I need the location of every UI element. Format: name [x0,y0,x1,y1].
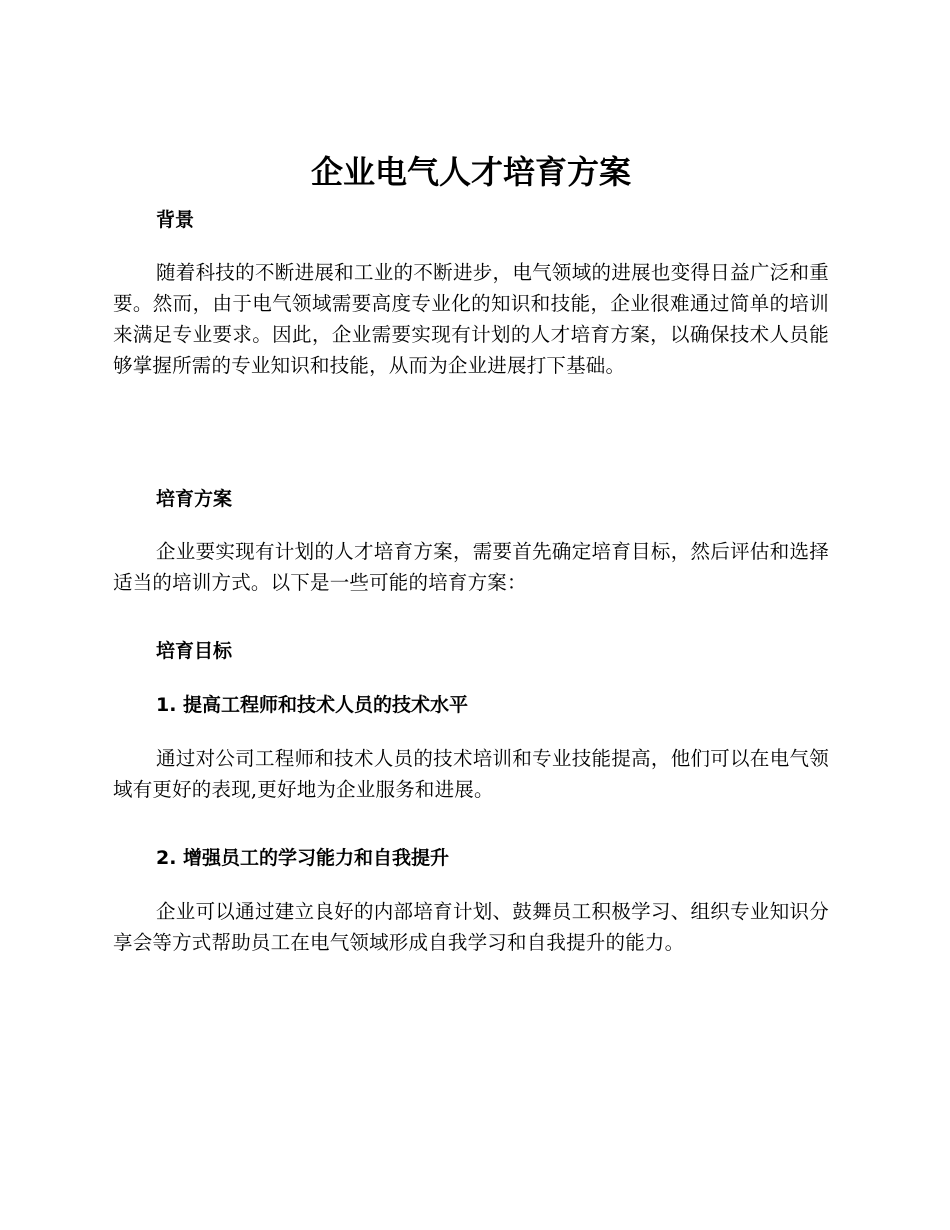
paragraph-goal-1: 通过对公司工程师和技术人员的技术培训和专业技能提高，他们可以在电气领域有更好的表现,更好地为企业服务和进展。 [113,747,829,801]
document-title: 企业电气人才培育方案 [310,153,631,191]
section-heading-cultivation-goals: 培育目标 [156,640,233,662]
paragraph-cultivation-plan: 企业要实现有计划的人才培育方案，需要首先确定培育目标，然后评估和选择适当的培训方式。以下是一些可能的培育方案： [113,540,829,594]
section-heading-goal-2: 2. 增强员工的学习能力和自我提升 [156,847,450,869]
paragraph-goal-2: 企业可以通过建立良好的内部培育计划、鼓舞员工积极学习、组织专业知识分享会等方式帮助员工在电气领域形成自我学习和自我提升的能力。 [113,900,829,954]
section-heading-goal-1: 1. 提高工程师和技术人员的技术水平 [156,694,469,716]
paragraph-background: 随着科技的不断进展和工业的不断进步，电气领域的进展也变得日益广泛和重要。然而，由于电气领域需要高度专业化的知识和技能，企业很难通过简单的培训来满足专业要求。因此，企业需要实现有计划的人才培育方案，以确保技术人员能够掌握所需的专业知识和技能，从而为企业进展打下基础。 [113,261,829,377]
section-heading-background: 背景 [156,209,195,231]
section-heading-cultivation-plan: 培育方案 [156,488,233,510]
